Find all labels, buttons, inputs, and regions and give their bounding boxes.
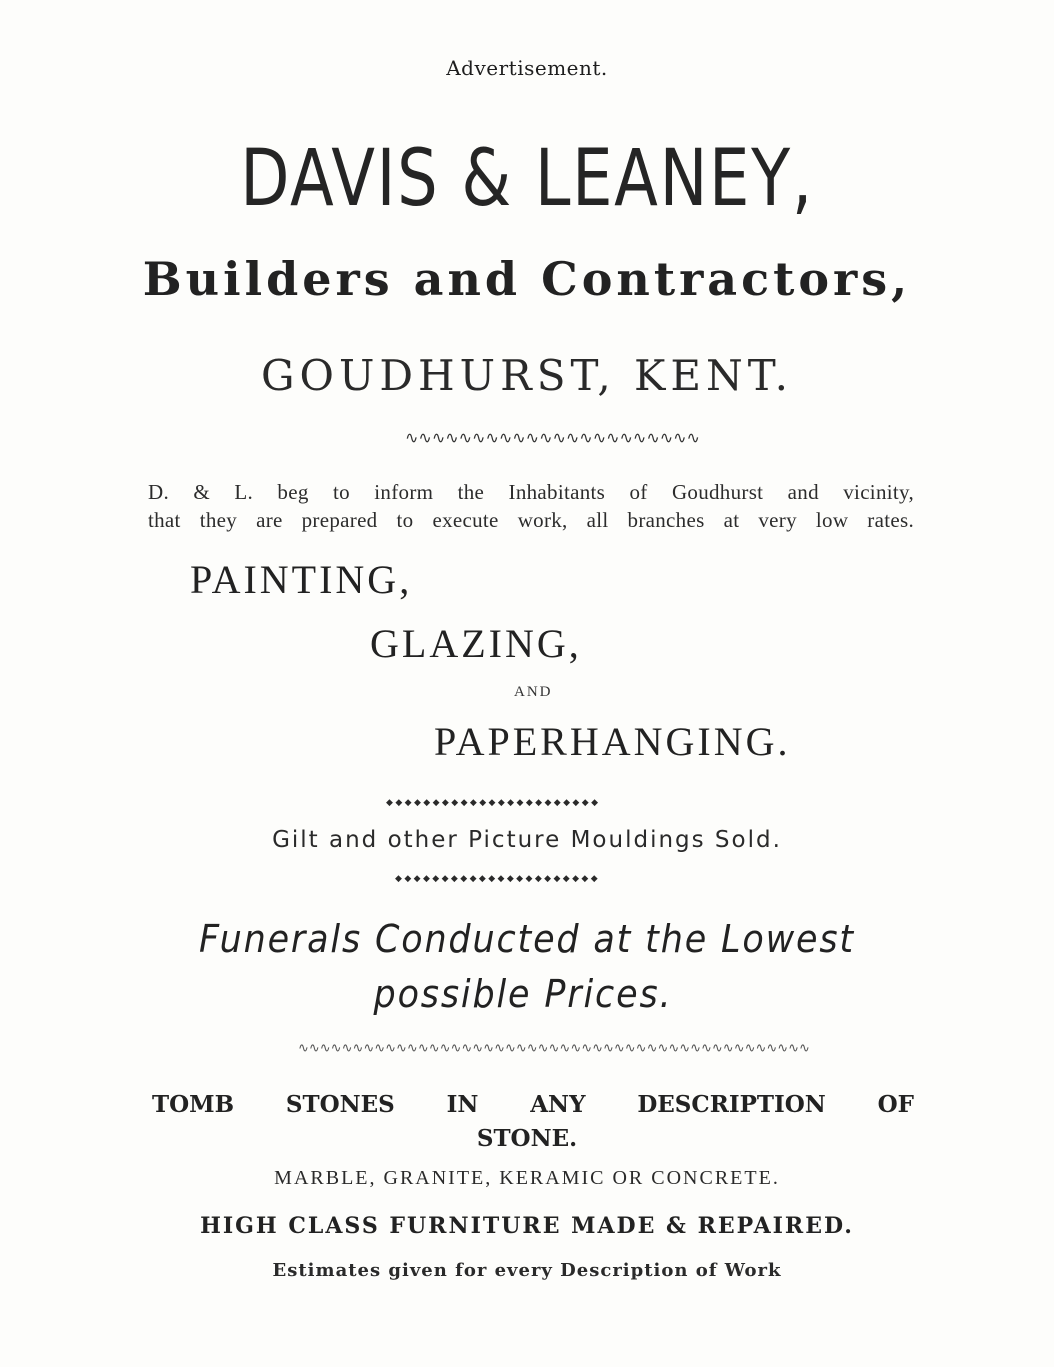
wavy-divider: ∿∿∿∿∿∿∿∿∿∿∿∿∿∿∿∿∿∿∿∿∿∿∿∿∿∿∿∿∿∿∿∿∿∿∿∿∿∿∿∿∿∿∿∿∿∿∿ bbox=[298, 1040, 810, 1055]
notice-line-2: that they are prepared to execute work, all branches at very low rates. bbox=[148, 508, 914, 532]
notice-line-1: D. & L. beg to inform the Inhabitants of Goudhurst and vicinity, bbox=[148, 480, 914, 504]
dotted-divider-top: ◆◆◆◆◆◆◆◆◆◆◆◆◆◆◆◆◆◆◆◆◆◆◆ bbox=[386, 797, 601, 807]
service-painting: PAINTING, bbox=[190, 557, 413, 602]
furniture-notice: HIGH CLASS FURNITURE MADE & REPAIRED. bbox=[200, 1213, 854, 1239]
estimates-notice: Estimates given for every Description of Work bbox=[272, 1260, 782, 1281]
materials-list: MARBLE, GRANITE, KERAMIC OR CONCRETE. bbox=[274, 1167, 780, 1189]
firm-name-heading: DAVIS & LEANEY, bbox=[240, 134, 814, 224]
funerals-line-1: Funerals Conducted at the Lowest bbox=[199, 917, 855, 961]
service-and-connector: AND bbox=[514, 684, 553, 700]
location-heading: GOUDHURST, KENT. bbox=[261, 351, 793, 400]
mouldings-notice: Gilt and other Picture Mouldings Sold. bbox=[272, 827, 782, 853]
service-glazing: GLAZING, bbox=[370, 621, 582, 666]
decorative-flourish-divider: ∿∿∿∿∿∿∿∿∿∿∿∿∿∿∿∿∿∿∿∿∿∿ bbox=[405, 430, 700, 447]
dotted-divider-bottom: ◆◆◆◆◆◆◆◆◆◆◆◆◆◆◆◆◆◆◆◆◆◆ bbox=[395, 873, 601, 883]
tomb-stones-line-2: STONE. bbox=[476, 1125, 578, 1152]
service-paperhanging: PAPERHANGING. bbox=[434, 719, 791, 764]
tomb-stones-line-1: TOMB STONES IN ANY DESCRIPTION OF bbox=[152, 1091, 914, 1118]
trade-subheading: Builders and Contractors, bbox=[142, 252, 912, 306]
funerals-line-2: possible Prices. bbox=[373, 972, 673, 1016]
advertisement-label: Advertisement. bbox=[446, 56, 608, 80]
